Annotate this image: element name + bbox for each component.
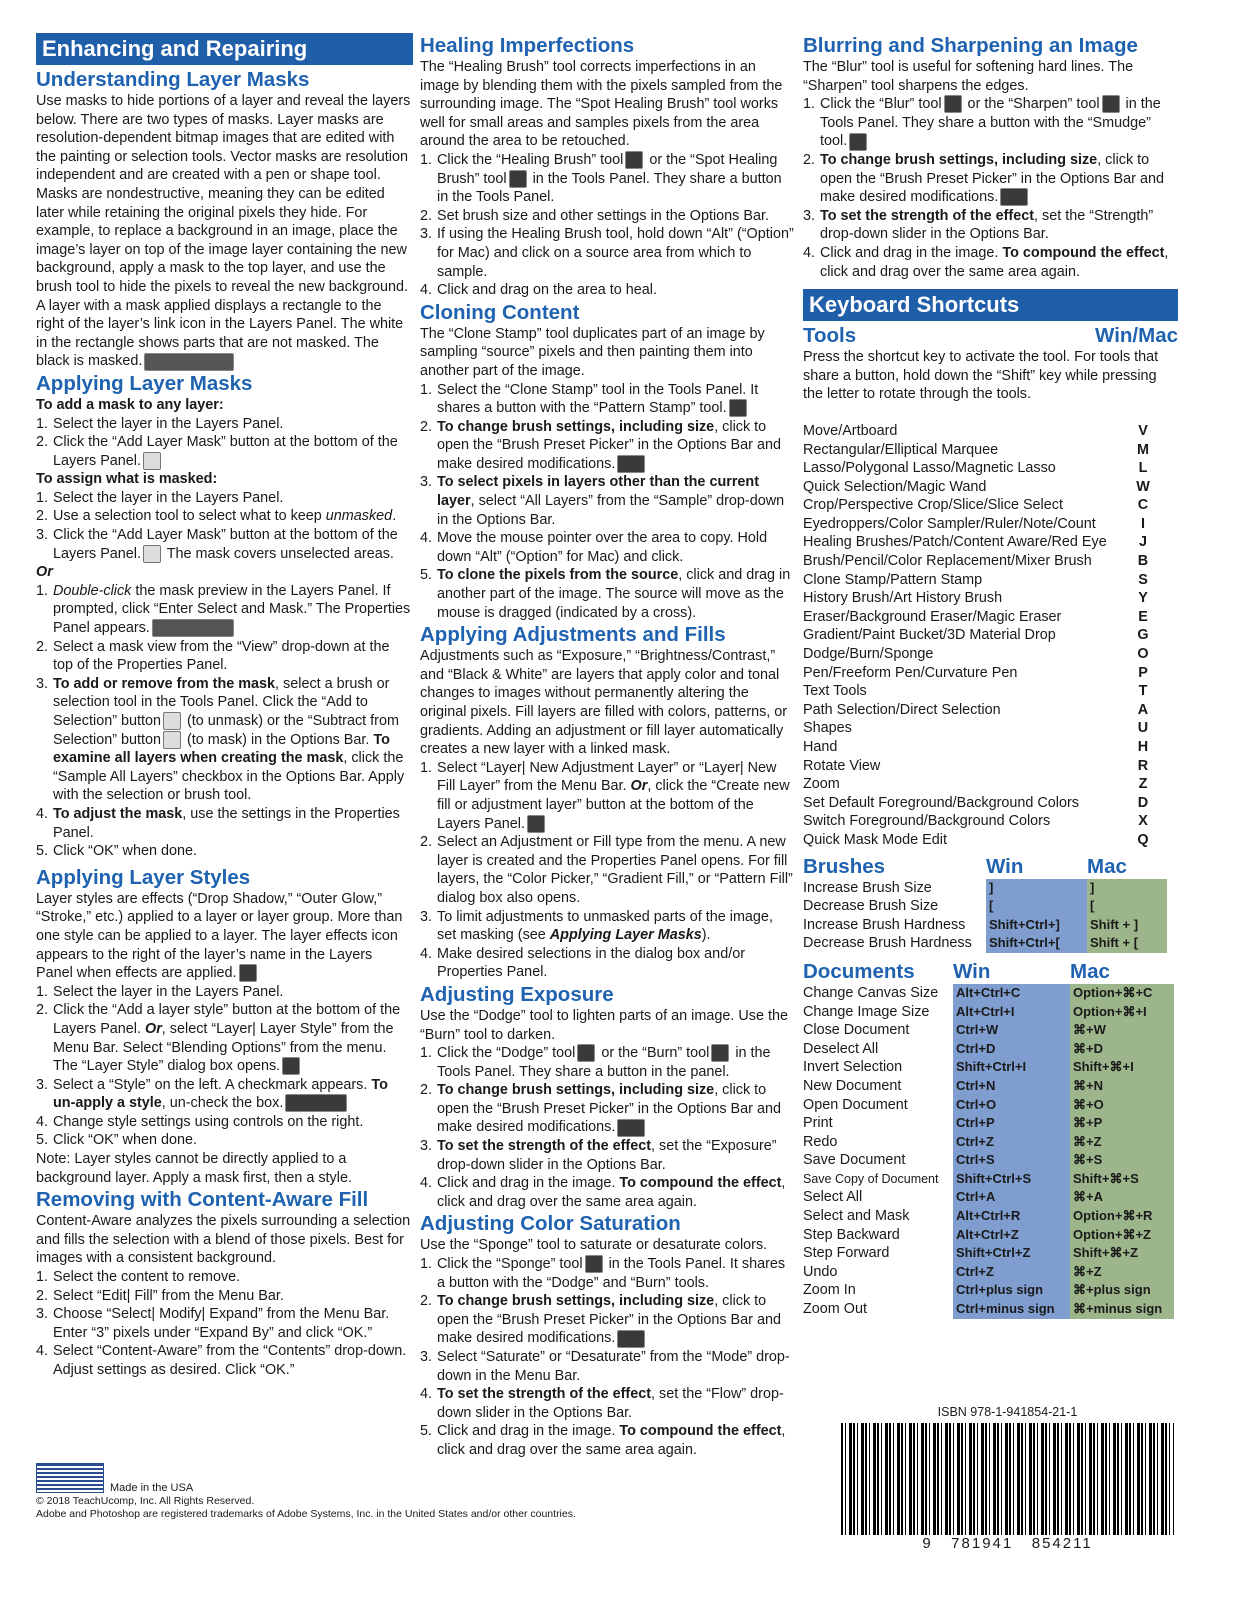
- tool-name: Shapes: [803, 720, 852, 737]
- add-mask-icon: [143, 545, 161, 563]
- steps-list: [420, 151, 795, 300]
- shortcut-mac: Shift + [: [1087, 934, 1167, 953]
- tool-name: Lasso/Polygonal Lasso/Magnetic Lasso: [803, 460, 1056, 477]
- steps-list: [36, 1268, 413, 1380]
- us-flag-icon: [36, 1463, 104, 1493]
- heading-layer-masks: Understanding Layer Masks: [36, 68, 310, 91]
- shortcut-mac: ⌘+minus sign: [1070, 1300, 1174, 1319]
- shortcut-mac: ⌘+O: [1070, 1096, 1174, 1115]
- tool-key: S: [1138, 571, 1148, 588]
- shortcut-name: Deselect All: [803, 1040, 879, 1057]
- mac-header: Mac: [1070, 959, 1110, 983]
- tool-name: Path Selection/Direct Selection: [803, 701, 1001, 718]
- shortcut-name: Increase Brush Hardness: [803, 916, 966, 933]
- copyright: © 2018 TeachUcomp, Inc. All Rights Reserved.: [36, 1495, 255, 1507]
- tools-shortcut-list: [803, 422, 1153, 850]
- shortcut-row: [803, 1281, 1174, 1300]
- shortcut-mac: ⌘+N: [1070, 1077, 1174, 1096]
- tool-key: W: [1136, 478, 1150, 495]
- shortcut-mac: ]: [1087, 879, 1167, 898]
- keyboard-shortcuts-banner: Keyboard Shortcuts: [803, 289, 1178, 321]
- shortcut-row: [803, 1077, 1174, 1096]
- shortcut-mac: [: [1087, 897, 1167, 916]
- made-in-usa: Made in the USA: [110, 1482, 194, 1494]
- healing-brush-icon: [625, 151, 643, 169]
- shortcut-win: Shift+Ctrl+[: [986, 934, 1087, 953]
- win-header: Win: [986, 854, 1024, 878]
- heading-tools: Tools: [803, 324, 857, 348]
- blur-icon: [944, 95, 962, 113]
- tool-key: G: [1137, 627, 1149, 644]
- shortcut-mac: Shift+⌘+S: [1070, 1170, 1174, 1189]
- list-item: 1. Select the content to remove.: [36, 1269, 241, 1286]
- shortcut-name: Zoom Out: [803, 1301, 867, 1318]
- list-item: 1. Select the layer in the Layers Panel.: [36, 415, 284, 432]
- barcode-image: [841, 1423, 1174, 1535]
- brushes-table: [803, 854, 1167, 953]
- tool-key: L: [1138, 460, 1148, 477]
- tool-name: Rotate View: [803, 757, 881, 774]
- brush-preset-picker-icon: [1000, 188, 1028, 206]
- list-item: 2. To change brush settings, including size, click to open the “Brush Preset Picker” in the Options Bar and make desired modifications.: [420, 1293, 781, 1347]
- heading-brushes: Brushes: [803, 854, 886, 878]
- tool-name: Crop/Perspective Crop/Slice/Slice Select: [803, 497, 1063, 514]
- tool-name: Switch Foreground/Background Colors: [803, 813, 1051, 830]
- shortcut-name: Step Backward: [803, 1226, 900, 1243]
- barcode-digits: 9 781941 854211: [922, 1535, 1093, 1552]
- tool-shortcut-row: [803, 664, 1153, 683]
- sponge-icon: [585, 1255, 603, 1273]
- fx-icon: [282, 1057, 300, 1075]
- documents-table: [803, 959, 1174, 1319]
- tool-shortcut-row: [803, 515, 1153, 534]
- list-item: 3. To select pixels in layers other than the current layer, select “All Layers” from the “Sample” drop-down in the Options Bar.: [420, 474, 785, 528]
- tool-shortcut-row: [803, 645, 1153, 664]
- list-item: 2. To change brush settings, including size, click to open the “Brush Preset Picker” in the Options Bar and make desired modifications.: [420, 418, 781, 472]
- tool-name: Eraser/Background Eraser/Magic Eraser: [803, 608, 1062, 625]
- drop-shadow-checkbox-icon: [285, 1094, 347, 1112]
- shortcut-win: Ctrl+O: [953, 1096, 1070, 1115]
- tool-name: Hand: [803, 739, 838, 755]
- heading-adjustments: Applying Adjustments and Fills: [420, 623, 726, 647]
- tool-shortcut-row: [803, 682, 1153, 701]
- list-item: 5. Click “OK” when done.: [36, 1132, 197, 1149]
- heading-applying-masks: Applying Layer Masks: [36, 371, 253, 395]
- shortcut-name: Close Document: [803, 1022, 910, 1039]
- shortcut-row: [803, 1300, 1174, 1319]
- shortcut-mac: ⌘+plus sign: [1070, 1281, 1174, 1300]
- tool-shortcut-row: [803, 626, 1153, 645]
- tool-name: Zoom: [803, 776, 840, 793]
- shortcut-win: Ctrl+Z: [953, 1133, 1070, 1152]
- shortcut-win: Ctrl+S: [953, 1151, 1070, 1170]
- brush-preset-picker-icon: [617, 1119, 645, 1137]
- shortcut-row: [803, 1207, 1174, 1226]
- tool-key: E: [1138, 608, 1148, 625]
- tool-key: A: [1137, 701, 1149, 718]
- win-header: Win: [953, 959, 991, 983]
- shortcut-mac: Shift+⌘+I: [1070, 1058, 1174, 1077]
- tools-header: [803, 323, 1178, 348]
- tool-shortcut-row: [803, 719, 1153, 738]
- tool-key: I: [1141, 515, 1145, 532]
- styles-note: Note: Layer styles cannot be directly applied to a background layer. Apply a mask first, then a style.: [36, 1151, 352, 1186]
- shortcut-mac: Option+⌘+Z: [1070, 1226, 1174, 1245]
- list-item: 1. Select the layer in the Layers Panel.: [36, 983, 284, 1000]
- shortcut-row: [803, 1003, 1174, 1022]
- tool-shortcut-row: [803, 533, 1153, 552]
- subtract-selection-icon: [163, 731, 181, 749]
- shortcut-name: Save Document: [803, 1152, 906, 1169]
- shortcut-name: Select All: [803, 1189, 863, 1206]
- shortcut-win: ]: [986, 879, 1087, 898]
- list-item: 1. Click the “Dodge” tool or the “Burn” tool in the Tools Panel. They share a button in the panel.: [420, 1045, 771, 1080]
- tool-key: D: [1137, 794, 1149, 811]
- tool-name: Dodge/Burn/Sponge: [803, 646, 934, 663]
- tool-name: Healing Brushes/Patch/Content Aware/Red Eye: [803, 534, 1107, 551]
- tool-shortcut-row: [803, 496, 1153, 515]
- tool-name: Rectangular/Elliptical Marquee: [803, 441, 999, 458]
- steps-list: [420, 759, 795, 982]
- list-item: 3. Select a “Style” on the left. A checkmark appears. To un-apply a style, un-check the box.: [36, 1076, 388, 1112]
- shortcut-row: [803, 1114, 1174, 1133]
- shortcut-name: Invert Selection: [803, 1059, 903, 1076]
- shortcut-mac: Option+⌘+I: [1070, 1003, 1174, 1022]
- tool-key: J: [1138, 534, 1147, 551]
- tool-key: V: [1138, 422, 1148, 439]
- tool-name: Eyedroppers/Color Sampler/Ruler/Note/Count: [803, 515, 1096, 532]
- dodge-icon: [577, 1044, 595, 1062]
- tool-name: Quick Mask Mode Edit: [803, 831, 947, 848]
- subheading: To assign what is masked:: [36, 471, 218, 488]
- list-item: 2. Select “Edit| Fill” from the Menu Bar.: [36, 1287, 284, 1304]
- subheading: To add a mask to any layer:: [36, 396, 224, 413]
- tool-name: Gradient/Paint Bucket/3D Material Drop: [803, 627, 1056, 644]
- steps-list: [420, 1044, 795, 1211]
- list-item: 4. Click and drag on the area to heal.: [420, 282, 657, 299]
- adj-body: Adjustments such as “Exposure,” “Brightness/Contrast,” and “Black & White” are layers that apply color and tonal changes to images without permanently altering the original pixels. Fill layers are filled with colors, patterns, or gradients. Adding an adjustment or fill layer automatically creates a new layer with a linked mask.: [420, 648, 788, 758]
- list-item: 1. Double-click the mask preview in the Layers Panel. If prompted, click “Enter Select and Mask.” The Properties Panel appears.: [36, 582, 411, 637]
- tool-key: H: [1137, 739, 1149, 755]
- barcode-block: [835, 1405, 1180, 1552]
- shortcut-win: Shift+Ctrl+I: [953, 1058, 1070, 1077]
- tool-shortcut-row: [803, 775, 1153, 794]
- heading-blurring: Blurring and Sharpening an Image: [803, 34, 1138, 57]
- heal-body: The “Healing Brush” tool corrects imperfections in an image by blending them with the pixels sampled from the surrounding image. The “Spot Healing Brush” tool works well for small areas and samples pixels from the area around the area to be retouched.: [420, 59, 783, 150]
- shortcut-row: [803, 916, 1167, 935]
- tools-body: Press the shortcut key to activate the tool. For tools that share a button, hold down the “Shift” key while pressing the letter to rotate through the tools.: [803, 349, 1159, 403]
- tool-shortcut-row: [803, 608, 1153, 627]
- list-item: 1. Select “Layer| New Adjustment Layer” or “Layer| New Fill Layer” from the Menu Bar. Or, click the “Create new fill or adjustment layer” button at the bottom of the Layers Panel.: [420, 759, 790, 832]
- shortcut-row: [803, 1096, 1174, 1115]
- shortcut-win: Ctrl+D: [953, 1040, 1070, 1059]
- tool-key: X: [1138, 813, 1148, 830]
- column-2: [420, 33, 795, 1460]
- shortcut-mac: ⌘+D: [1070, 1040, 1174, 1059]
- list-item: 3. To add or remove from the mask, select a brush or selection tool in the Tools Panel. Click the “Add to Selection” button (to unmask) or the “Subtract from Selection” button (to mask) in the Options Bar. To examine all layers when creating the mask, click the “Sample All Layers” checkbox in the Options Bar. Apply with the selection or brush tool.: [36, 675, 405, 804]
- list-item: 5. Click and drag in the image. To compound the effect, click and drag over the same area again.: [420, 1423, 786, 1458]
- add-selection-icon: [163, 712, 181, 730]
- fx-icon: [239, 964, 257, 982]
- adjustment-layer-icon: [527, 815, 545, 833]
- tool-name: Clone Stamp/Pattern Stamp: [803, 571, 983, 588]
- list-item: 3. Select “Saturate” or “Desaturate” from the “Mode” drop-down in the Menu Bar.: [420, 1349, 790, 1384]
- add-mask-icon: [143, 452, 161, 470]
- list-item: 4. Change style settings using controls on the right.: [36, 1113, 364, 1130]
- shortcut-row: [803, 1133, 1174, 1152]
- heading-healing: Healing Imperfections: [420, 34, 635, 57]
- shortcut-name: Decrease Brush Size: [803, 898, 939, 915]
- or-label: Or: [36, 564, 53, 581]
- tool-key: Y: [1138, 590, 1148, 607]
- shortcut-win: Ctrl+P: [953, 1114, 1070, 1133]
- list-item: 3. Choose “Select| Modify| Expand” from the Menu Bar. Enter “3” pixels under “Expand By” and click “OK.”: [36, 1306, 390, 1341]
- shortcut-mac: Option+⌘+C: [1070, 984, 1174, 1003]
- list-item: 2. Select a mask view from the “View” drop-down at the top of the Properties Panel.: [36, 638, 390, 674]
- list-item: 2. Set brush size and other settings in the Options Bar.: [420, 207, 769, 224]
- shortcut-name: Undo: [803, 1263, 838, 1280]
- heading-cloning: Cloning Content: [420, 300, 580, 324]
- shortcut-row: [803, 1188, 1174, 1207]
- list-item: 4. Move the mouse pointer over the area to copy. Hold down “Alt” (“Option” for Mac) and click.: [420, 530, 768, 565]
- shortcut-row: [803, 1263, 1174, 1282]
- shortcut-win: Ctrl+W: [953, 1021, 1070, 1040]
- list-item: 2. To change brush settings, including size, click to open the “Brush Preset Picker” in the Options Bar and make desired modifications.: [803, 151, 1164, 206]
- list-item: 2. Select an Adjustment or Fill type from the menu. A new layer is created and the Properties Panel opens. For fill layers, the “Color Picker,” “Gradient Fill,” or “Pattern Fill” dialog box also opens.: [420, 834, 793, 906]
- brush-preset-picker-icon: [617, 455, 645, 473]
- tool-key: O: [1137, 646, 1149, 663]
- shortcut-name: Zoom In: [803, 1282, 856, 1299]
- shortcut-name: Open Document: [803, 1096, 908, 1113]
- mask-preview-icon: [152, 619, 234, 637]
- column-1: [36, 33, 413, 1380]
- sat-body: Use the “Sponge” tool to saturate or desaturate colors.: [420, 1237, 768, 1254]
- list-item: 1. Click the “Blur” tool or the “Sharpen” tool in the Tools Panel. They share a button with the “Smudge” tool.: [803, 96, 1161, 150]
- shortcut-mac: ⌘+Z: [1070, 1263, 1174, 1282]
- shortcut-win: Ctrl+minus sign: [953, 1300, 1070, 1319]
- tool-shortcut-row: [803, 552, 1153, 571]
- burn-icon: [711, 1044, 729, 1062]
- tool-key: U: [1137, 720, 1149, 737]
- heading-saturation: Adjusting Color Saturation: [420, 1212, 681, 1236]
- tool-key: P: [1138, 664, 1148, 681]
- shortcut-win: Ctrl+A: [953, 1188, 1070, 1207]
- heading-documents: Documents: [803, 959, 915, 983]
- isbn: ISBN 978-1-941854-21-1: [937, 1405, 1078, 1419]
- shortcut-mac: ⌘+Z: [1070, 1133, 1174, 1152]
- list-item: 1. Click the “Healing Brush” tool or the “Spot Healing Brush” tool in the Tools Panel. They share a button in the Tools Panel.: [420, 151, 782, 206]
- tool-shortcut-row: [803, 422, 1153, 441]
- shortcut-name: Decrease Brush Hardness: [803, 935, 972, 952]
- tool-key: R: [1137, 757, 1149, 774]
- steps-list: [803, 95, 1178, 281]
- tool-key: Z: [1138, 776, 1148, 793]
- list-item: 1. Click the “Sponge” tool in the Tools Panel. It shares a button with the “Dodge” and “Burn” tools.: [420, 1256, 786, 1291]
- shortcut-win: Shift+Ctrl+S: [953, 1170, 1070, 1189]
- list-item: 4. Click and drag in the image. To compound the effect, click and drag over the same area again.: [420, 1175, 786, 1210]
- shortcut-mac: ⌘+A: [1070, 1188, 1174, 1207]
- steps-list: [420, 1255, 795, 1460]
- shortcut-row: [803, 1226, 1174, 1245]
- heading-content-aware: Removing with Content-Aware Fill: [36, 1188, 369, 1212]
- shortcut-mac: ⌘+P: [1070, 1114, 1174, 1133]
- shortcut-mac: Shift + ]: [1087, 916, 1167, 935]
- list-item: 1. Select the layer in the Layers Panel.: [36, 489, 284, 506]
- tool-key: C: [1137, 497, 1149, 514]
- tool-name: Text Tools: [803, 683, 867, 700]
- smudge-icon: [849, 133, 867, 151]
- list-item: 5. To clone the pixels from the source, click and drag in another part of the image. The source will move as the mouse is dragged (indicated by a cross).: [420, 567, 791, 621]
- spot-healing-brush-icon: [509, 170, 527, 188]
- steps-list: [36, 582, 413, 861]
- sharpen-icon: [1102, 95, 1120, 113]
- shortcut-win: Shift+Ctrl+]: [986, 916, 1087, 935]
- clone-body: The “Clone Stamp” tool duplicates part of an image by sampling “source” pixels and then painting them into another part of the image.: [420, 325, 765, 379]
- tool-shortcut-row: [803, 589, 1153, 608]
- shortcut-mac: Option+⌘+R: [1070, 1207, 1174, 1226]
- shortcut-mac: Shift+⌘+Z: [1070, 1244, 1174, 1263]
- list-item: 2. To change brush settings, including size, click to open the “Brush Preset Picker” in the Options Bar and make desired modifications.: [420, 1082, 781, 1136]
- list-item: 4. To set the strength of the effect, set the “Flow” drop-down slider in the Options Bar.: [420, 1386, 784, 1421]
- shortcut-win: Alt+Ctrl+C: [953, 984, 1070, 1003]
- list-item: 1. Select the “Clone Stamp” tool in the Tools Panel. It shares a button with the “Pattern Stamp” tool.: [420, 381, 759, 417]
- shortcut-name: Increase Brush Size: [803, 879, 932, 896]
- shortcut-win: Alt+Ctrl+R: [953, 1207, 1070, 1226]
- shortcut-row: [803, 1151, 1174, 1170]
- list-item: 4. Make desired selections in the dialog box and/or Properties Panel.: [420, 945, 745, 981]
- steps-list: [36, 415, 413, 471]
- blur-body: The “Blur” tool is useful for softening hard lines. The “Sharpen” tool sharpens the edges.: [803, 59, 1134, 94]
- heading-win-mac: Win/Mac: [1095, 324, 1178, 348]
- shortcut-name: Change Image Size: [803, 1003, 930, 1020]
- list-item: 5. Click “OK” when done.: [36, 843, 197, 860]
- shortcut-row: [803, 1040, 1174, 1059]
- shortcut-win: Shift+Ctrl+Z: [953, 1244, 1070, 1263]
- steps-list: [36, 489, 413, 563]
- shortcut-mac: ⌘+S: [1070, 1151, 1174, 1170]
- mac-header: Mac: [1087, 854, 1127, 878]
- tool-name: Pen/Freeform Pen/Curvature Pen: [803, 664, 1018, 681]
- shortcut-win: Ctrl+Z: [953, 1263, 1070, 1282]
- list-item: 4. Select “Content-Aware” from the “Contents” drop-down. Adjust settings as desired. Click “OK.”: [36, 1343, 407, 1378]
- shortcut-name: New Document: [803, 1077, 902, 1094]
- list-item: 4. To adjust the mask, use the settings in the Properties Panel.: [36, 805, 400, 841]
- shortcut-row: [803, 879, 1167, 898]
- list-item: 3. If using the Healing Brush tool, hold down “Alt” (“Option” for Mac) and click on a source area from which to sample.: [420, 226, 794, 280]
- trademark: Adobe and Photoshop are registered trademarks of Adobe Systems, Inc. in the United States and/or other countries.: [36, 1508, 576, 1520]
- tool-shortcut-row: [803, 812, 1153, 831]
- list-item: 2. Click the “Add a layer style” button at the bottom of the Layers Panel. Or, select “Layer| Layer Style” from the Menu Bar. Select “Blending Options” from the menu. The “Layer Style” dialog box opens.: [36, 1002, 401, 1075]
- tool-shortcut-row: [803, 738, 1153, 757]
- list-item: 3. To limit adjustments to unmasked parts of the image, set masking (see Applying Layer Masks).: [420, 908, 773, 944]
- tool-shortcut-row: [803, 831, 1153, 850]
- tool-key: Q: [1137, 831, 1149, 848]
- shortcut-name: Save Copy of Document: [803, 1171, 939, 1186]
- masks-body: Use masks to hide portions of a layer and reveal the layers below. There are two types of masks. Layer masks are resolution-dependent bitmap images that are edited with the painting or selection tools. Vector masks are resolution independent and are created with a pen or shape tool. Masks are nondestructive, meaning they can be edited later while retaining the original pixels they hide. For example, to replace a background in an image, place the image’s layer on top of the image layer containing the new background, apply a mask to the top layer, and use the brush tool to hide the pixels to reveal the new background. A layer with a mask applied displays a rectangle to the right of the layer’s link icon in the Layers Panel. The white in the rectangle shows parts that are not masked. The black is masked.: [36, 93, 411, 370]
- shortcut-mac: ⌘+W: [1070, 1021, 1174, 1040]
- exp-body: Use the “Dodge” tool to lighten parts of an image. Use the “Burn” tool to darken.: [420, 1007, 788, 1043]
- tool-shortcut-row: [803, 757, 1153, 776]
- layer-mask-thumbnail-icon: [144, 353, 234, 371]
- tool-shortcut-row: [803, 794, 1153, 813]
- list-item: 3. Click the “Add Layer Mask” button at the bottom of the Layers Panel. The mask covers unselected areas.: [36, 527, 398, 562]
- tool-name: History Brush/Art History Brush: [803, 590, 1003, 607]
- shortcut-name: Step Forward: [803, 1245, 890, 1262]
- shortcut-name: Redo: [803, 1133, 838, 1150]
- tool-shortcut-row: [803, 459, 1153, 478]
- list-item: 3. To set the strength of the effect, set the “Exposure” drop-down slider in the Options Bar.: [420, 1138, 777, 1173]
- steps-list: [36, 983, 413, 1150]
- brush-preset-picker-icon: [617, 1330, 645, 1348]
- section-banner: Enhancing and Repairing: [36, 33, 413, 65]
- shortcut-row: [803, 897, 1167, 916]
- shortcut-row: [803, 934, 1167, 953]
- list-item: 4. Click and drag in the image. To compound the effect, click and drag over the same area again.: [803, 244, 1169, 280]
- tool-name: Move/Artboard: [803, 422, 898, 439]
- shortcut-name: Change Canvas Size: [803, 984, 939, 1001]
- shortcut-row: [803, 1021, 1174, 1040]
- shortcut-win: Ctrl+N: [953, 1077, 1070, 1096]
- shortcut-win: Alt+Ctrl+I: [953, 1003, 1070, 1022]
- footer: [36, 1463, 636, 1521]
- shortcut-win: Ctrl+plus sign: [953, 1281, 1070, 1300]
- list-item: 2. Use a selection tool to select what to keep unmasked.: [36, 508, 397, 525]
- styles-body: Layer styles are effects (“Drop Shadow,” “Outer Glow,” “Stroke,” etc.) applied to a layer or layer group. More than one style can be applied to a layer. The layer effects icon appears to the right of the layer’s name in the Layers Panel when effects are applied.: [36, 890, 403, 982]
- shortcut-win: Alt+Ctrl+Z: [953, 1226, 1070, 1245]
- shortcut-row: [803, 1244, 1174, 1263]
- shortcut-row: [803, 984, 1174, 1003]
- heading-layer-styles: Applying Layer Styles: [36, 865, 251, 889]
- shortcut-name: Print: [803, 1115, 833, 1132]
- clone-stamp-icon: [729, 399, 747, 417]
- tool-shortcut-row: [803, 571, 1153, 590]
- tool-shortcut-row: [803, 441, 1153, 460]
- tool-name: Set Default Foreground/Background Colors: [803, 794, 1079, 811]
- shortcut-row: [803, 1058, 1174, 1077]
- steps-list: [420, 381, 795, 623]
- tool-name: Brush/Pencil/Color Replacement/Mixer Brush: [803, 553, 1092, 570]
- list-item: 2. Click the “Add Layer Mask” button at the bottom of the Layers Panel.: [36, 434, 398, 469]
- shortcut-row: [803, 1170, 1174, 1189]
- tool-shortcut-row: [803, 701, 1153, 720]
- tool-key: M: [1137, 441, 1149, 458]
- tool-name: Quick Selection/Magic Wand: [803, 478, 987, 495]
- column-3: [803, 33, 1178, 1319]
- shortcut-win: [: [986, 897, 1087, 916]
- list-item: 3. To set the strength of the effect, set the “Strength” drop-down slider in the Options Bar.: [803, 207, 1154, 243]
- tool-key: T: [1138, 683, 1148, 700]
- shortcut-name: Select and Mask: [803, 1208, 910, 1225]
- caf-body: Content-Aware analyzes the pixels surrounding a selection and fills the selection with a blend of those pixels. Best for images with a consistent background.: [36, 1213, 411, 1267]
- heading-exposure: Adjusting Exposure: [420, 982, 614, 1006]
- tool-key: B: [1137, 553, 1149, 570]
- tool-shortcut-row: [803, 478, 1153, 497]
